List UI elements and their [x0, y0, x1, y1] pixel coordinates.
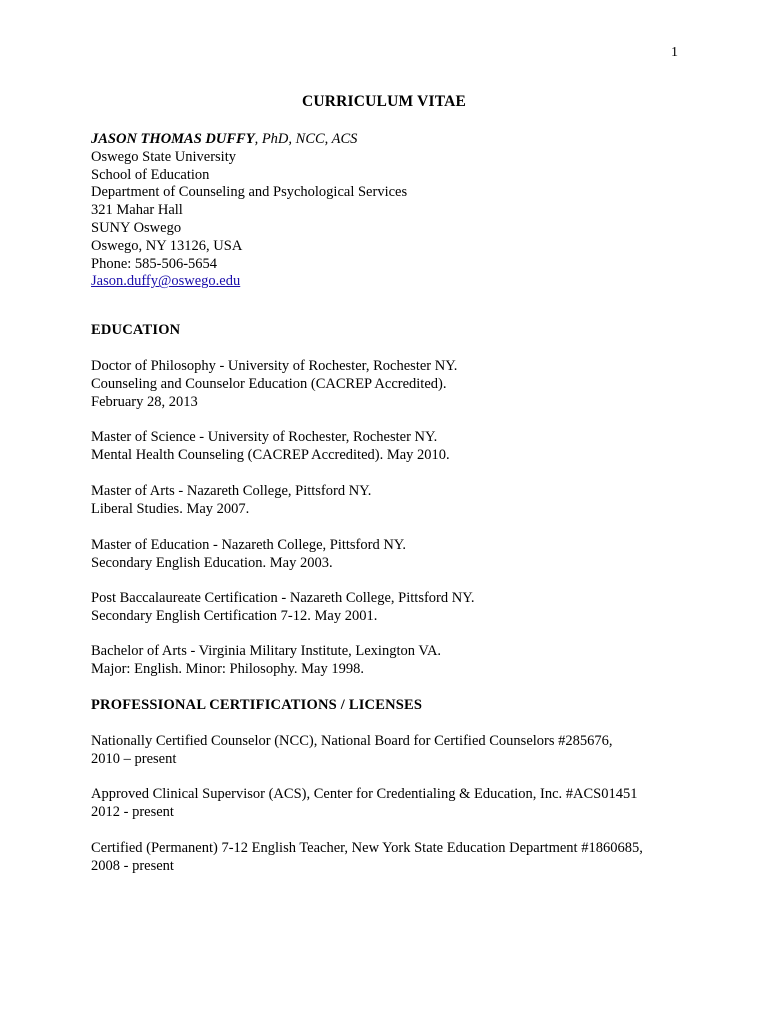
city-line: Oswego, NY 13126, USA: [91, 237, 243, 254]
campus-line: SUNY Oswego: [91, 219, 182, 236]
address-line: 321 Mahar Hall: [91, 202, 183, 219]
education-entry: [91, 590, 474, 626]
entry-line: Secondary English Certification 7-12. May 2001.: [91, 607, 378, 624]
education-entry: [91, 358, 457, 411]
certification-entry: [91, 786, 637, 822]
entry-line: Liberal Studies. May 2007.: [91, 500, 250, 517]
certifications-heading: PROFESSIONAL CERTIFICATIONS / LICENSES: [91, 697, 423, 713]
document-title: CURRICULUM VITAE: [301, 93, 467, 110]
entry-line: Counseling and Counselor Education (CACREP Accredited).: [91, 375, 447, 392]
contact-header: [91, 131, 407, 291]
entry-line: 2012 - present: [91, 803, 174, 820]
entry-line: Post Baccalaureate Certification - Nazareth College, Pittsford NY.: [91, 590, 475, 606]
entry-line: Master of Education - Nazareth College, Pittsford NY.: [91, 537, 407, 553]
certification-entry: [91, 733, 613, 769]
certification-entry: [91, 840, 643, 876]
email-link[interactable]: Jason.duffy@oswego.edu: [91, 273, 241, 290]
education-entry: [91, 429, 450, 465]
entry-line: Major: English. Minor: Philosophy. May 1998.: [91, 660, 364, 677]
school-line: School of Education: [91, 166, 210, 183]
entry-line: February 28, 2013: [91, 393, 198, 410]
page-number: 1: [671, 45, 678, 60]
entry-line: Approved Clinical Supervisor (ACS), Center for Credentialing & Education, Inc. #ACS01451: [91, 786, 638, 802]
entry-line: Secondary English Education. May 2003.: [91, 554, 333, 571]
education-entry: [91, 643, 441, 679]
affiliation-line: Oswego State University: [91, 148, 236, 165]
education-entry: [91, 537, 406, 573]
phone-line: Phone: 585-506-5654: [91, 255, 218, 272]
name-line: [91, 131, 407, 149]
entry-line: Doctor of Philosophy - University of Rochester, Rochester NY.: [91, 358, 458, 374]
person-credentials: , PhD, NCC, ACS: [254, 131, 358, 147]
entry-line: Master of Science - University of Rochester, Rochester NY.: [91, 429, 438, 445]
entry-line: 2010 – present: [91, 750, 177, 767]
entry-line: Bachelor of Arts - Virginia Military Institute, Lexington VA.: [91, 643, 442, 659]
education-entry: [91, 483, 371, 519]
department-line: Department of Counseling and Psychological Services: [91, 184, 408, 201]
entry-line: Mental Health Counseling (CACREP Accredited). May 2010.: [91, 446, 450, 463]
entry-line: 2008 - present: [91, 857, 174, 874]
education-heading: EDUCATION: [91, 322, 181, 338]
entry-line: Master of Arts - Nazareth College, Pittsford NY.: [91, 483, 372, 499]
person-name: JASON THOMAS DUFFY: [91, 131, 255, 147]
entry-line: Nationally Certified Counselor (NCC), National Board for Certified Counselors #285676,: [91, 733, 613, 749]
entry-line: Certified (Permanent) 7-12 English Teacher, New York State Education Department #1860685,: [91, 840, 643, 856]
